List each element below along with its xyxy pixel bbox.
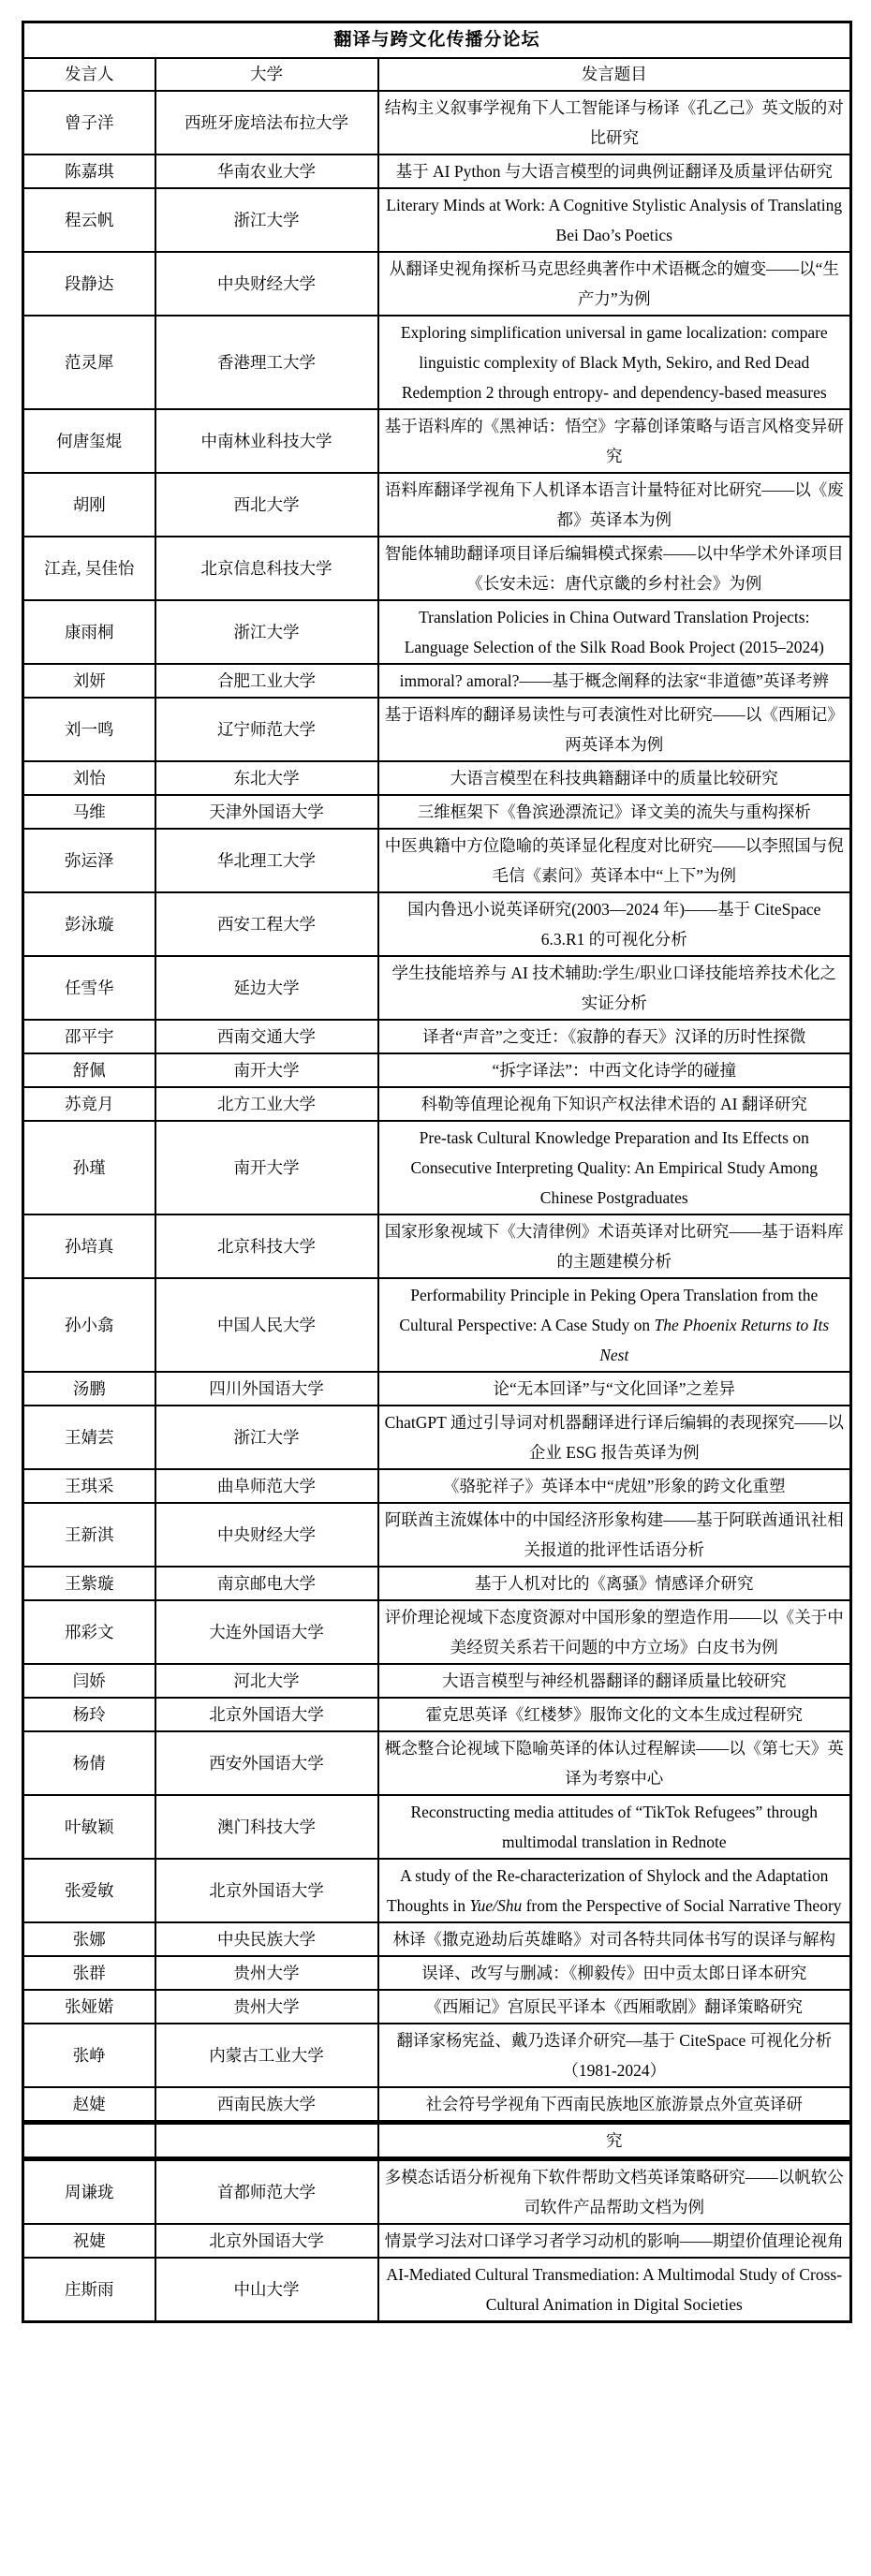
table-row <box>23 1214 851 1278</box>
university-cell: 华北理工大学 <box>155 829 378 892</box>
title-cell: 社会符号学视角下西南民族地区旅游景点外宣英译研 <box>378 2087 851 2123</box>
table-row <box>23 1859 851 1922</box>
title-cell: 学生技能培养与 AI 技术辅助:学生/职业口译技能培养技术化之实证分析 <box>378 956 851 1020</box>
university-cell: 南开大学 <box>155 1053 378 1087</box>
university-cell: 南京邮电大学 <box>155 1567 378 1600</box>
university-cell: 中国人民大学 <box>155 1278 378 1372</box>
table-row <box>23 761 851 795</box>
table-row <box>23 2087 851 2123</box>
column-header-row <box>23 58 851 91</box>
table-row <box>23 1956 851 1990</box>
forum-title: 翻译与跨文化传播分论坛 <box>23 22 851 59</box>
table-row <box>23 2258 851 2322</box>
speaker-cell: 孙培真 <box>23 1214 155 1278</box>
university-cell: 中山大学 <box>155 2258 378 2322</box>
speaker-cell: 王新淇 <box>23 1503 155 1567</box>
title-cell: 三维框架下《鲁滨逊漂流记》译文美的流失与重构探析 <box>378 795 851 829</box>
speaker-cell: 刘妍 <box>23 664 155 698</box>
speaker-cell: 苏竟月 <box>23 1087 155 1121</box>
university-cell: 贵州大学 <box>155 1990 378 2024</box>
university-cell: 西班牙庞培法布拉大学 <box>155 91 378 155</box>
university-cell: 西南民族大学 <box>155 2087 378 2123</box>
table-row <box>23 188 851 252</box>
forum-title-row <box>23 22 851 59</box>
title-cell: Translation Policies in China Outward Translation Projects: Language Selection of the Silk Road Book Project (2015–2024) <box>378 600 851 664</box>
speaker-cell: 庄斯雨 <box>23 2258 155 2322</box>
speaker-cell <box>23 2123 155 2159</box>
title-cell: 多模态话语分析视角下软件帮助文档英译策略研究——以帆软公司软件产品帮助文档为例 <box>378 2159 851 2225</box>
university-cell: 西安外国语大学 <box>155 1731 378 1795</box>
title-cell: 译者“声音”之变迁：《寂静的春天》汉译的历时性探微 <box>378 1020 851 1053</box>
table-row <box>23 1731 851 1795</box>
title-cell: 大语言模型在科技典籍翻译中的质量比较研究 <box>378 761 851 795</box>
table-row <box>23 1698 851 1731</box>
title-cell: Reconstructing media attitudes of “TikTok Refugees” through multimodal translation in Rednote <box>378 1795 851 1859</box>
table-row <box>23 1600 851 1664</box>
speaker-cell: 曾子洋 <box>23 91 155 155</box>
title-cell: “拆字译法”：中西文化诗学的碰撞 <box>378 1053 851 1087</box>
table-row <box>23 1053 851 1087</box>
speaker-cell: 马维 <box>23 795 155 829</box>
title-cell: 《骆驼祥子》英译本中“虎妞”形象的跨文化重塑 <box>378 1469 851 1503</box>
table-row <box>23 91 851 155</box>
university-cell: 曲阜师范大学 <box>155 1469 378 1503</box>
table-row <box>23 1990 851 2024</box>
title-cell: 从翻译史视角探析马克思经典著作中术语概念的嬗变——以“生产力”为例 <box>378 252 851 316</box>
university-cell: 香港理工大学 <box>155 316 378 409</box>
speaker-cell: 杨倩 <box>23 1731 155 1795</box>
title-cell: 基于语料库的翻译易读性与可表演性对比研究——以《西厢记》两英译本为例 <box>378 698 851 761</box>
speaker-cell: 孙瑾 <box>23 1121 155 1214</box>
title-cell: 结构主义叙事学视角下人工智能译与杨译《孔乙己》英文版的对比研究 <box>378 91 851 155</box>
title-cell: Pre-task Cultural Knowledge Preparation and Its Effects on Consecutive Interpreting Quality: An Empirical Study Among Chinese Postgraduates <box>378 1121 851 1214</box>
speaker-cell: 张爱敏 <box>23 1859 155 1922</box>
table-row <box>23 1121 851 1214</box>
university-cell: 东北大学 <box>155 761 378 795</box>
university-cell <box>155 2123 378 2159</box>
title-cell: 情景学习法对口译学习者学习动机的影响——期望价值理论视角 <box>378 2224 851 2258</box>
table-row <box>23 1664 851 1698</box>
speaker-cell: 范灵犀 <box>23 316 155 409</box>
speaker-cell: 闫娇 <box>23 1664 155 1698</box>
table-row <box>23 1372 851 1406</box>
column-header-speaker: 发言人 <box>23 58 155 91</box>
table-row <box>23 2123 851 2159</box>
university-cell: 河北大学 <box>155 1664 378 1698</box>
speaker-cell: 程云帆 <box>23 188 155 252</box>
speaker-cell: 陈嘉琪 <box>23 155 155 188</box>
title-cell: 《西厢记》宫原民平译本《西厢歌剧》翻译策略研究 <box>378 1990 851 2024</box>
forum-table-body <box>23 91 851 2322</box>
speaker-cell: 叶敏颖 <box>23 1795 155 1859</box>
university-cell: 北京外国语大学 <box>155 1859 378 1922</box>
university-cell: 首都师范大学 <box>155 2159 378 2225</box>
table-row <box>23 473 851 537</box>
table-row <box>23 316 851 409</box>
university-cell: 天津外国语大学 <box>155 795 378 829</box>
speaker-cell: 弥运泽 <box>23 829 155 892</box>
title-cell: 大语言模型与神经机器翻译的翻译质量比较研究 <box>378 1664 851 1698</box>
university-cell: 中央财经大学 <box>155 252 378 316</box>
title-cell: 论“无本回译”与“文化回译”之差异 <box>378 1372 851 1406</box>
table-row <box>23 664 851 698</box>
speaker-cell: 孙小翕 <box>23 1278 155 1372</box>
speaker-cell: 康雨桐 <box>23 600 155 664</box>
speaker-cell: 刘怡 <box>23 761 155 795</box>
table-row <box>23 2159 851 2225</box>
university-cell: 浙江大学 <box>155 188 378 252</box>
table-row <box>23 252 851 316</box>
speaker-cell: 周谦珑 <box>23 2159 155 2225</box>
title-cell: 概念整合论视域下隐喻英译的体认过程解读——以《第七天》英译为考察中心 <box>378 1731 851 1795</box>
university-cell: 西南交通大学 <box>155 1020 378 1053</box>
speaker-cell: 汤鹏 <box>23 1372 155 1406</box>
speaker-cell: 张峥 <box>23 2024 155 2087</box>
speaker-cell: 王婧芸 <box>23 1406 155 1469</box>
speaker-cell: 何唐玺焜 <box>23 409 155 473</box>
table-row <box>23 2024 851 2087</box>
title-cell: 基于 AI Python 与大语言模型的词典例证翻译及质量评估研究 <box>378 155 851 188</box>
university-cell: 北京科技大学 <box>155 1214 378 1278</box>
university-cell: 北京外国语大学 <box>155 1698 378 1731</box>
university-cell: 中南林业科技大学 <box>155 409 378 473</box>
university-cell: 北方工业大学 <box>155 1087 378 1121</box>
speaker-cell: 祝婕 <box>23 2224 155 2258</box>
table-row <box>23 1567 851 1600</box>
speaker-cell: 赵婕 <box>23 2087 155 2123</box>
title-cell: 国内鲁迅小说英译研究(2003—2024 年)——基于 CiteSpace 6.3.R1 的可视化分析 <box>378 892 851 956</box>
title-cell: 误译、改写与删减：《柳毅传》田中贡太郎日译本研究 <box>378 1956 851 1990</box>
title-cell: 阿联酋主流媒体中的中国经济形象构建——基于阿联酋通讯社相关报道的批评性话语分析 <box>378 1503 851 1567</box>
table-row <box>23 2224 851 2258</box>
title-cell: Literary Minds at Work: A Cognitive Stylistic Analysis of Translating Bei Dao’s Poetics <box>378 188 851 252</box>
title-cell: AI-Mediated Cultural Transmediation: A Multimodal Study of Cross-Cultural Animation in Digital Societies <box>378 2258 851 2322</box>
university-cell: 华南农业大学 <box>155 155 378 188</box>
table-row <box>23 1278 851 1372</box>
title-cell: 翻译家杨宪益、戴乃迭译介研究—基于 CiteSpace 可视化分析（1981-2024） <box>378 2024 851 2087</box>
speaker-cell: 张娜 <box>23 1922 155 1956</box>
table-row <box>23 1503 851 1567</box>
title-cell: 中医典籍中方位隐喻的英译显化程度对比研究——以李照国与倪毛信《素问》英译本中“上下”为例 <box>378 829 851 892</box>
speaker-cell: 杨玲 <box>23 1698 155 1731</box>
speaker-cell: 彭泳璇 <box>23 892 155 956</box>
speaker-cell: 江垚, 吴佳怡 <box>23 537 155 600</box>
table-row <box>23 537 851 600</box>
title-cell: 语料库翻译学视角下人机译本语言计量特征对比研究——以《废都》英译本为例 <box>378 473 851 537</box>
title-cell: Performability Principle in Peking Opera Translation from the Cultural Perspective: A Case Study on The Phoenix Returns to Its Nest <box>378 1278 851 1372</box>
table-row <box>23 1087 851 1121</box>
speaker-cell: 张群 <box>23 1956 155 1990</box>
table-row <box>23 1795 851 1859</box>
university-cell: 西北大学 <box>155 473 378 537</box>
university-cell: 四川外国语大学 <box>155 1372 378 1406</box>
table-row <box>23 409 851 473</box>
column-header-university: 大学 <box>155 58 378 91</box>
title-cell: 国家形象视域下《大清律例》术语英译对比研究——基于语料库的主题建模分析 <box>378 1214 851 1278</box>
table-row <box>23 829 851 892</box>
title-cell: 智能体辅助翻译项目译后编辑模式探索——以中华学术外译项目《长安未远：唐代京畿的乡村社会》为例 <box>378 537 851 600</box>
title-cell: 基于语料库的《黑神话：悟空》字幕创译策略与语言风格变异研究 <box>378 409 851 473</box>
table-row <box>23 600 851 664</box>
university-cell: 延边大学 <box>155 956 378 1020</box>
university-cell: 内蒙古工业大学 <box>155 2024 378 2087</box>
title-cell: 霍克思英译《红楼梦》服饰文化的文本生成过程研究 <box>378 1698 851 1731</box>
title-cell: 科勒等值理论视角下知识产权法律术语的 AI 翻译研究 <box>378 1087 851 1121</box>
title-cell: Exploring simplification universal in game localization: compare linguistic complexity of Black Myth, Sekiro, and Red Dead Redemption 2 through entropy- and dependency-based measures <box>378 316 851 409</box>
table-row <box>23 956 851 1020</box>
university-cell: 大连外国语大学 <box>155 1600 378 1664</box>
speaker-cell: 王紫璇 <box>23 1567 155 1600</box>
university-cell: 中央财经大学 <box>155 1503 378 1567</box>
title-cell: 究 <box>378 2123 851 2159</box>
university-cell: 北京信息科技大学 <box>155 537 378 600</box>
title-cell: A study of the Re-characterization of Shylock and the Adaptation Thoughts in Yue/Shu from the Perspective of Social Narrative Theory <box>378 1859 851 1922</box>
table-row <box>23 698 851 761</box>
speaker-cell: 邢彩文 <box>23 1600 155 1664</box>
title-cell: immoral? amoral?——基于概念阐释的法家“非道德”英译考辨 <box>378 664 851 698</box>
university-cell: 澳门科技大学 <box>155 1795 378 1859</box>
speaker-cell: 王琪采 <box>23 1469 155 1503</box>
speaker-cell: 张娅婼 <box>23 1990 155 2024</box>
speaker-cell: 胡刚 <box>23 473 155 537</box>
forum-table <box>22 21 852 2323</box>
university-cell: 合肥工业大学 <box>155 664 378 698</box>
university-cell: 北京外国语大学 <box>155 2224 378 2258</box>
title-cell: ChatGPT 通过引导词对机器翻译进行译后编辑的表现探究——以企业 ESG 报告英译为例 <box>378 1406 851 1469</box>
title-cell: 基于人机对比的《离骚》情感译介研究 <box>378 1567 851 1600</box>
title-cell: 林译《撒克逊劫后英雄略》对司各特共同体书写的误译与解构 <box>378 1922 851 1956</box>
speaker-cell: 舒佩 <box>23 1053 155 1087</box>
speaker-cell: 段静达 <box>23 252 155 316</box>
table-row <box>23 155 851 188</box>
university-cell: 辽宁师范大学 <box>155 698 378 761</box>
speaker-cell: 任雪华 <box>23 956 155 1020</box>
table-row <box>23 1406 851 1469</box>
university-cell: 南开大学 <box>155 1121 378 1214</box>
speaker-cell: 刘一鸣 <box>23 698 155 761</box>
title-cell: 评价理论视域下态度资源对中国形象的塑造作用——以《关于中美经贸关系若干问题的中方立场》白皮书为例 <box>378 1600 851 1664</box>
university-cell: 西安工程大学 <box>155 892 378 956</box>
university-cell: 浙江大学 <box>155 600 378 664</box>
university-cell: 中央民族大学 <box>155 1922 378 1956</box>
university-cell: 贵州大学 <box>155 1956 378 1990</box>
table-row <box>23 1469 851 1503</box>
column-header-topic: 发言题目 <box>378 58 851 91</box>
table-row <box>23 892 851 956</box>
table-row <box>23 795 851 829</box>
table-row <box>23 1922 851 1956</box>
table-row <box>23 1020 851 1053</box>
university-cell: 浙江大学 <box>155 1406 378 1469</box>
speaker-cell: 邵平宇 <box>23 1020 155 1053</box>
